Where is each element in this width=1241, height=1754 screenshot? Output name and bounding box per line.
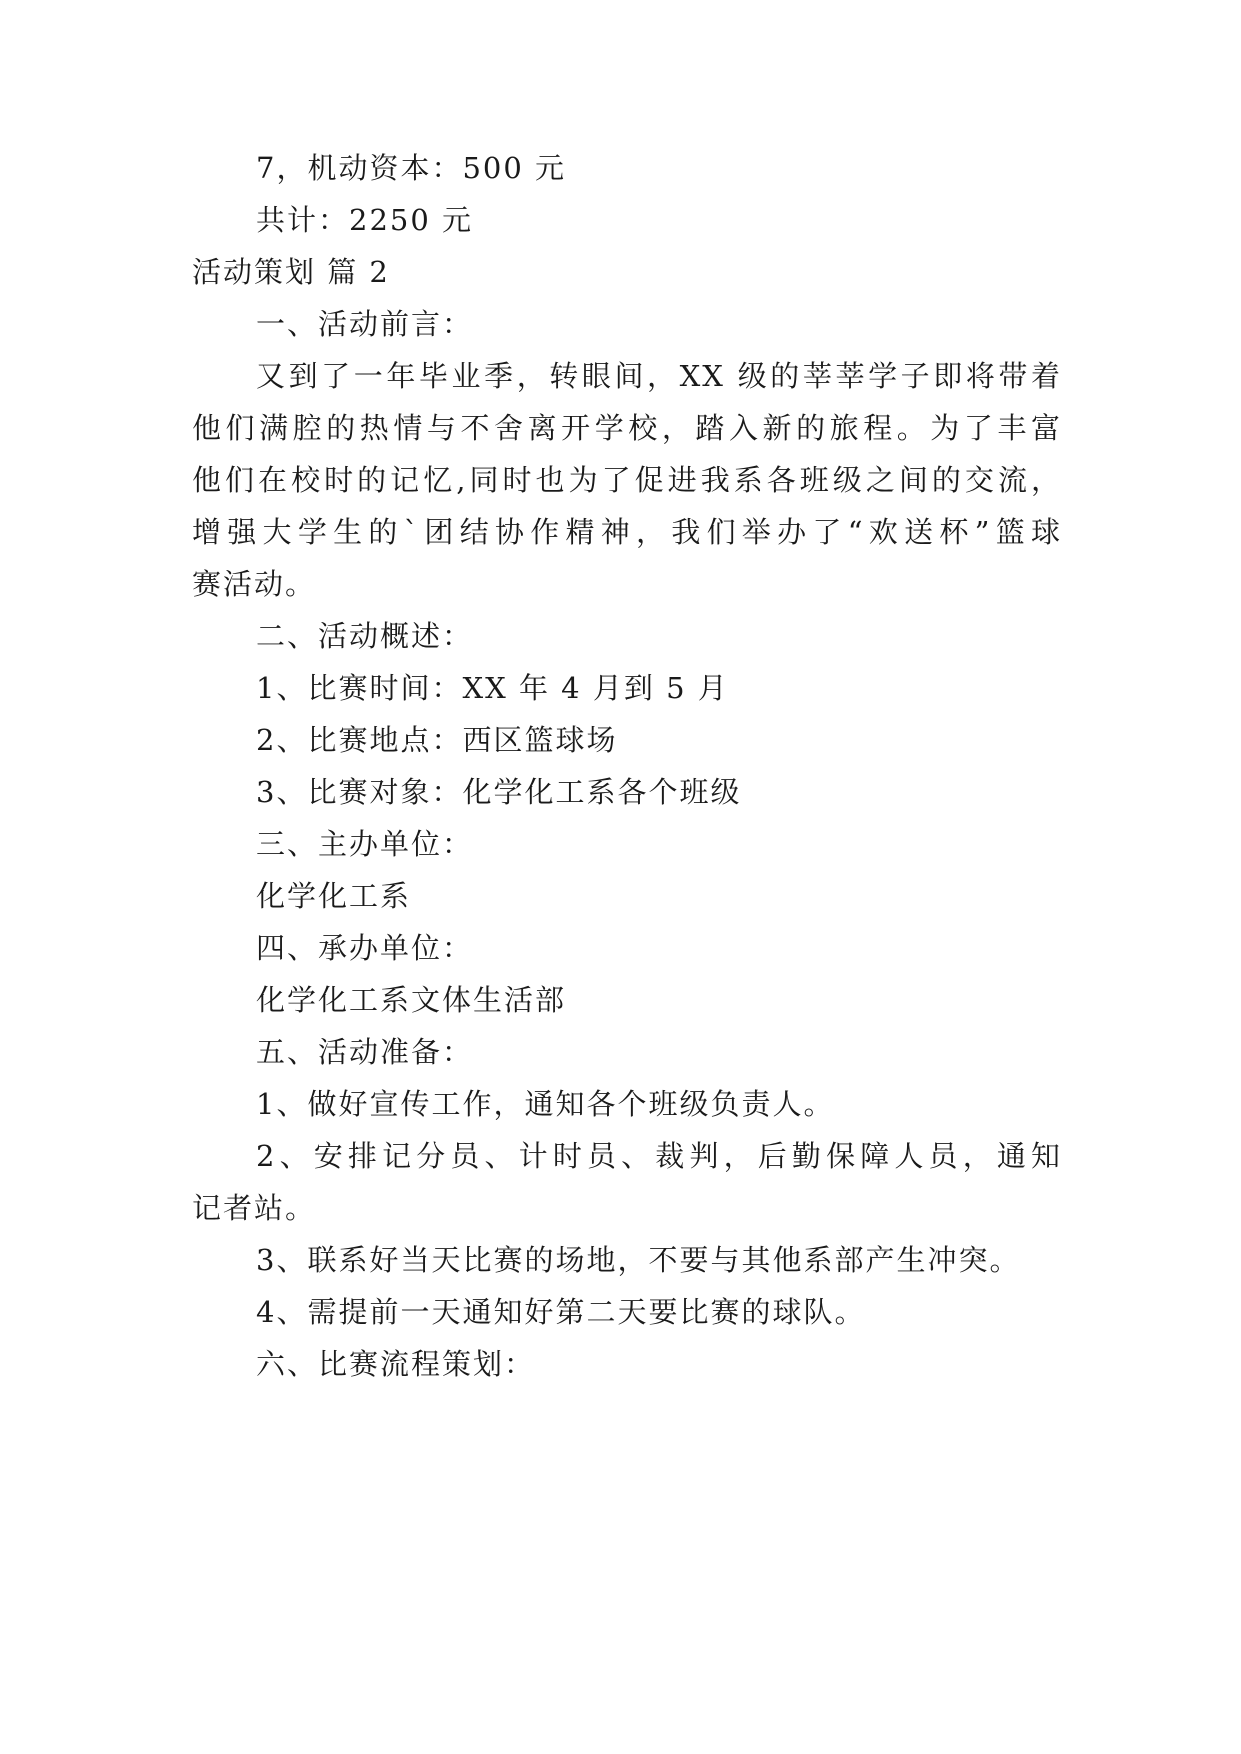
heading-preparation: 五、活动准备： <box>256 1035 474 1069</box>
organizer-value: 化学化工系 <box>256 879 412 913</box>
heading-preface: 一、活动前言： <box>256 307 474 341</box>
list-item: 2、安排记分员、计时员、裁判，后勤保障人员，通知 <box>256 1139 1062 1173</box>
heading-host: 四、承办单位： <box>256 931 474 965</box>
list-item: 3、联系好当天比赛的场地，不要与其他系部产生冲突。 <box>256 1243 1021 1277</box>
paragraph-line: 他们满腔的热情与不舍离开学校，踏入新的旅程。为了丰富 <box>192 411 1062 445</box>
list-item: 1、比赛时间：XX 年 4 月到 5 月 <box>256 671 729 705</box>
paragraph-line: 他们在校时的记忆,同时也为了促进我系各班级之间的交流， <box>192 463 1062 497</box>
list-item: 2、比赛地点：西区篮球场 <box>256 723 618 757</box>
paragraph-line: 赛活动。 <box>192 567 317 601</box>
list-item: 1、做好宣传工作，通知各个班级负责人。 <box>256 1087 835 1121</box>
list-item: 3、比赛对象：化学化工系各个班级 <box>256 775 742 809</box>
paragraph-line: 又到了一年毕业季，转眼间，XX 级的莘莘学子即将带着 <box>256 359 1062 393</box>
host-value: 化学化工系文体生活部 <box>256 983 567 1017</box>
budget-item-7: 7，机动资本：500 元 <box>256 151 567 185</box>
paragraph-line: 增强大学生的`团结协作精神，我们举办了“欢送杯”篮球 <box>192 515 1062 549</box>
heading-overview: 二、活动概述： <box>256 619 474 653</box>
heading-organizer: 三、主办单位： <box>256 827 474 861</box>
budget-total: 共计：2250 元 <box>256 203 474 237</box>
section-title: 活动策划 篇 2 <box>192 255 390 289</box>
list-item-continuation: 记者站。 <box>192 1191 317 1225</box>
heading-process: 六、比赛流程策划： <box>256 1347 536 1381</box>
list-item: 4、需提前一天通知好第二天要比赛的球队。 <box>256 1295 866 1329</box>
